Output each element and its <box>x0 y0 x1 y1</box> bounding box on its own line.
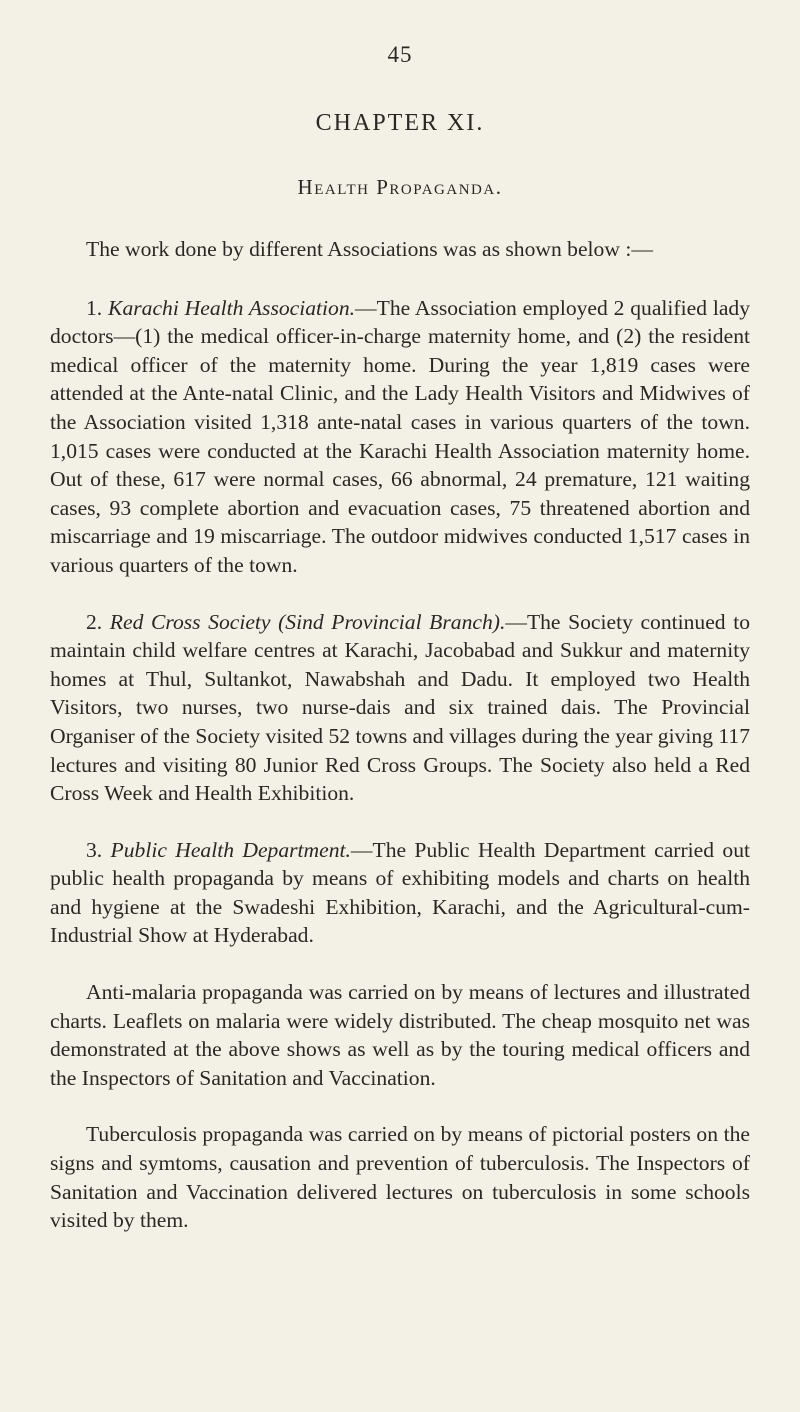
section-red-cross-society <box>50 608 750 808</box>
chapter-title: Health Propaganda. <box>297 175 503 199</box>
tuberculosis-paragraph: Tuberculosis propaganda was carried on by means of pictorial posters on the signs and symtoms, causation and prevention of tuberculosis. The Inspectors of Sanitation and Vaccination delivered lectures on tuberculosis in some schools visited by them. <box>50 1122 750 1233</box>
anti-malaria-paragraph: Anti-malaria propaganda was carried on by means of lectures and illustrated charts. Leaflets on malaria were widely distributed. The cheap mosquito net was demonstrated at the above shows as well as by the touring medical officers and the Inspectors of Sanitation and Vaccination. <box>50 980 750 1090</box>
section-number: 1. <box>86 295 103 320</box>
section-karachi-health-association <box>50 294 750 580</box>
section-public-health-department <box>50 836 750 950</box>
page-number: 45 <box>387 42 413 67</box>
section-text: —The Association employed 2 qualified lady doctors—(1) the medical officer-in-charge maternity home, and (2) the resident medical officer of the maternity home. During the year 1,819 cases were attended at the Ante-natal Clinic, and the Lady Health Visitors and Midwives of the Association visited 1,318 ante-natal cases in various quarters of the town. 1,015 cases were conducted at the Karachi Health Association maternity home. Out of these, 617 were normal cases, 66 abnormal, 24 premature, 121 waiting cases, 93 complete abortion and evacuation cases, 75 threatened abortion and miscarriage and 19 miscarriage. The outdoor midwives conducted 1,517 cases in various quarters of the town. <box>50 295 751 577</box>
section-number: 2. <box>86 609 103 634</box>
section-heading: Karachi Health Association. <box>108 295 356 320</box>
intro-paragraph: The work done by different Associations was as shown below :— <box>86 237 653 261</box>
document-page <box>50 0 750 1412</box>
body-text <box>50 235 750 1263</box>
section-heading: Public Health Department. <box>110 837 351 862</box>
section-number: 3. <box>86 837 103 862</box>
section-text: —The Society continued to maintain child welfare centres at Karachi, Jacobabad and Sukkur and maternity homes at Thul, Sultankot, Nawabshah and Dadu. It employed two Health Visitors, two nurses, two nurse-dais and six trained dais. The Provincial Organiser of the Society visited 52 towns and villages during the year giving 117 lectures and visiting 80 Junior Red Cross Groups. The Society also held a Red Cross Week and Health Exhibition. <box>50 609 750 806</box>
section-heading: Red Cross Society (Sind Provincial Branch). <box>109 609 506 634</box>
section-text: —The Public Health Department carried out public health propaganda by means of exhibiting models and charts on health and hygiene at the Swadeshi Exhibition, Karachi, and the Agricultural-cum-Industrial Show at Hyderabad. <box>50 837 750 948</box>
chapter-heading: CHAPTER XI. <box>315 110 485 136</box>
